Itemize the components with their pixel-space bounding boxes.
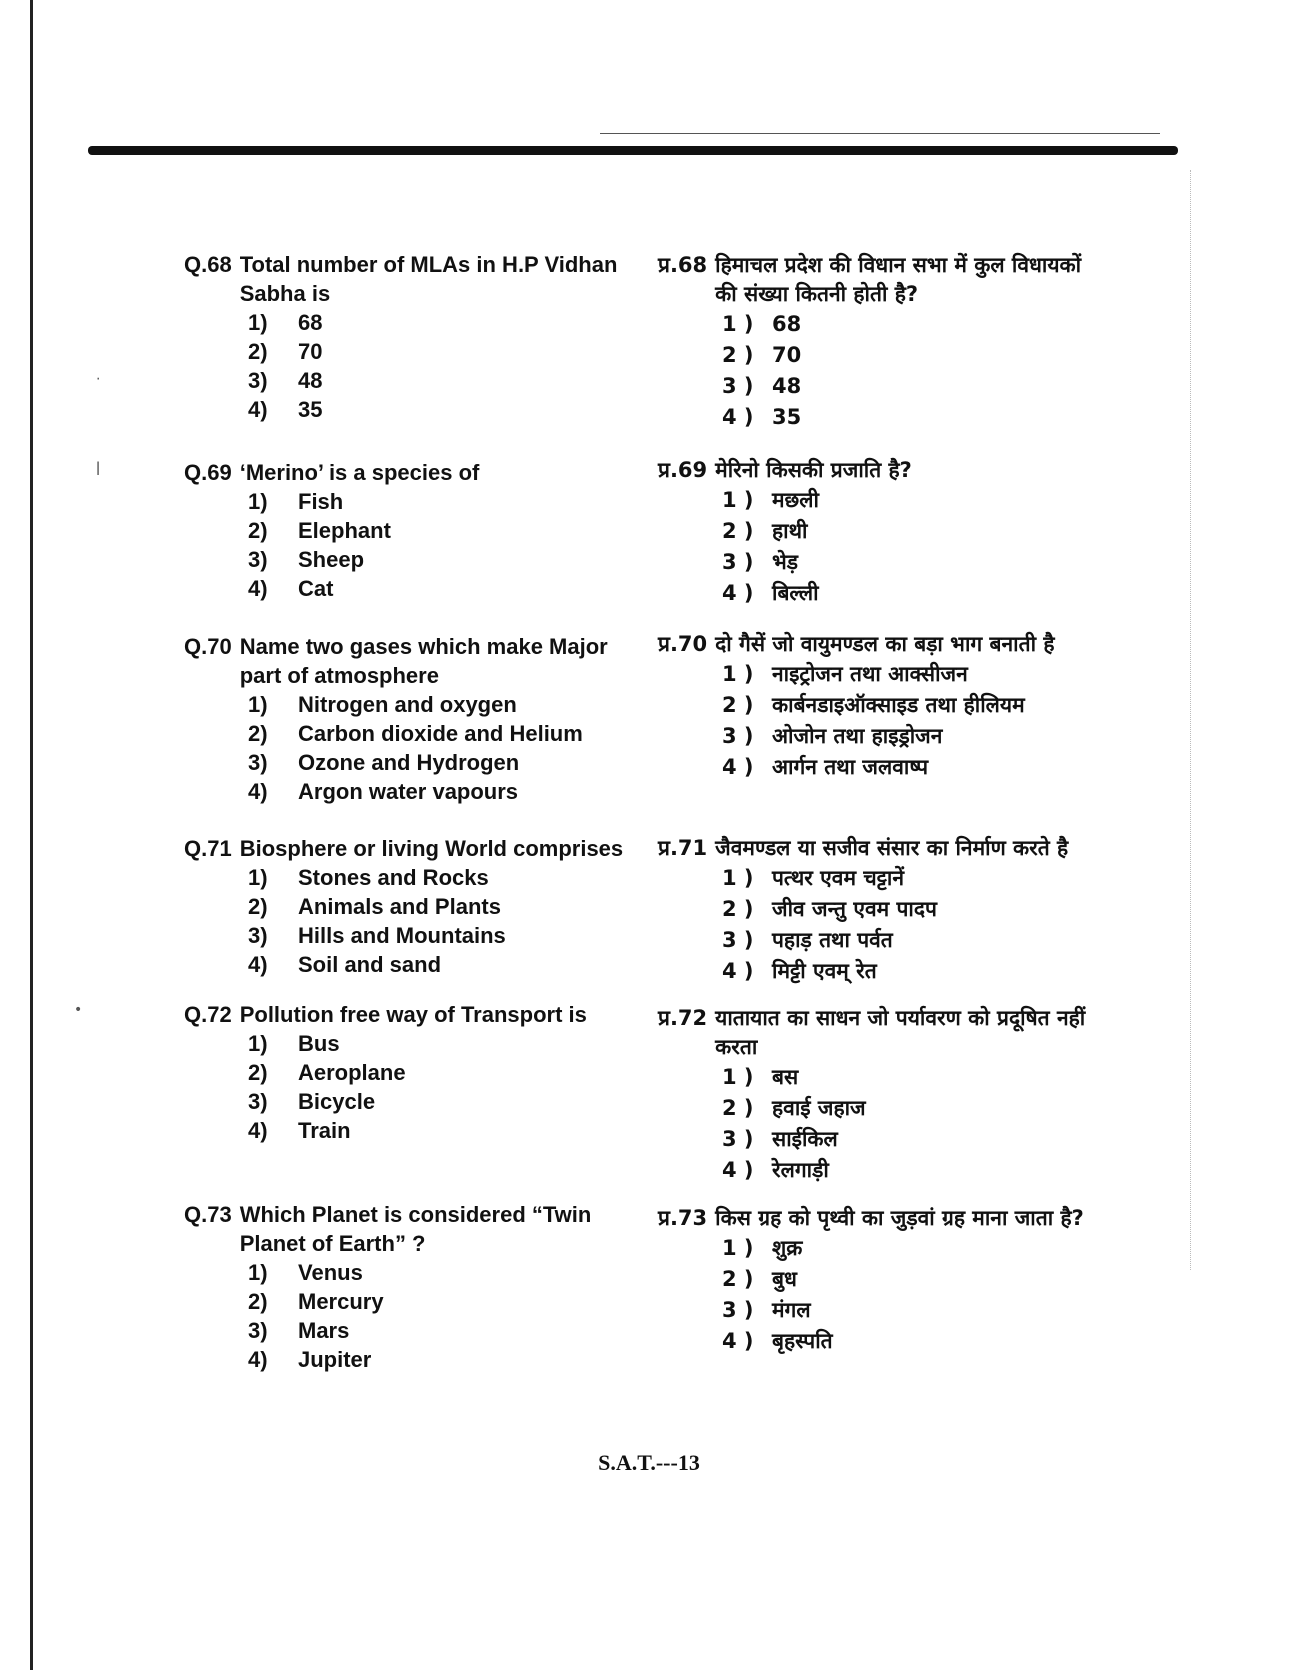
option: 1) 68 bbox=[248, 310, 323, 335]
page-number: S.A.T.---13 bbox=[598, 1450, 700, 1475]
option: 3) Mars bbox=[248, 1318, 350, 1343]
option: 3) 48 bbox=[248, 368, 323, 393]
question-text: मेरिनो किसकी प्रजाति है? bbox=[715, 458, 912, 482]
question-en-71 bbox=[184, 834, 624, 979]
right-margin-specks bbox=[1190, 170, 1192, 1270]
question-number: प्र.70 bbox=[658, 632, 708, 656]
option: 1) Fish bbox=[248, 489, 344, 514]
question-en-73 bbox=[184, 1200, 624, 1374]
option: 4 ) रेलगाड़ी bbox=[722, 1158, 829, 1182]
header-thin-rule bbox=[600, 133, 1160, 134]
question-number: प्र.73 bbox=[658, 1206, 708, 1230]
question-en-70 bbox=[184, 632, 624, 806]
option: 4 ) बृहस्पति bbox=[722, 1329, 833, 1353]
stray-mark: • bbox=[74, 1002, 83, 1018]
option: 1 ) 68 bbox=[722, 312, 802, 336]
option: 3) Sheep bbox=[248, 547, 365, 572]
option: 4) Argon water vapours bbox=[248, 779, 519, 804]
question-hi-68 bbox=[658, 251, 1098, 433]
option: 2) Mercury bbox=[248, 1289, 384, 1314]
question-number: प्र.71 bbox=[658, 836, 708, 860]
question-number: Q.68 bbox=[184, 252, 232, 277]
option: 2 ) बुध bbox=[722, 1267, 797, 1291]
option: 2) Animals and Plants bbox=[248, 894, 501, 919]
question-text: Biosphere or living World comprises bbox=[239, 836, 624, 861]
option: 2 ) कार्बनडाइऑक्साइड तथा हीलियम bbox=[722, 693, 1025, 717]
option: 4 ) आर्गन तथा जलवाष्प bbox=[722, 755, 929, 779]
question-number: Q.70 bbox=[184, 634, 232, 659]
option: 1 ) मछली bbox=[722, 488, 819, 512]
option: 3) Hills and Mountains bbox=[248, 923, 506, 948]
option: 4 ) मिट्टी एवम् रेत bbox=[722, 959, 877, 983]
option: 1) Stones and Rocks bbox=[248, 865, 489, 890]
header-rule bbox=[88, 146, 1178, 155]
option: 3) Ozone and Hydrogen bbox=[248, 750, 520, 775]
question-text: Total number of MLAs in H.P Vidhan Sabha is bbox=[239, 252, 618, 306]
option: 4) Jupiter bbox=[248, 1347, 372, 1372]
question-hi-72 bbox=[658, 1004, 1098, 1186]
question-text: ‘Merino’ is a species of bbox=[239, 460, 480, 485]
page-left-border bbox=[30, 0, 33, 1670]
option: 3 ) पहाड़ तथा पर्वत bbox=[722, 928, 893, 952]
question-en-68 bbox=[184, 250, 624, 424]
question-hi-69 bbox=[658, 456, 1098, 609]
question-hi-73 bbox=[658, 1204, 1098, 1357]
question-text: Pollution free way of Transport is bbox=[239, 1002, 587, 1027]
option: 4) Train bbox=[248, 1118, 351, 1143]
option: 1) Venus bbox=[248, 1260, 363, 1285]
option: 3 ) मंगल bbox=[722, 1298, 811, 1322]
option: 3 ) 48 bbox=[722, 374, 802, 398]
option: 4 ) 35 bbox=[722, 405, 802, 429]
option: 2 ) 70 bbox=[722, 343, 802, 367]
option: 3 ) ओजोन तथा हाइड्रोजन bbox=[722, 724, 943, 748]
question-hi-71 bbox=[658, 834, 1098, 987]
option: 4) Cat bbox=[248, 576, 334, 601]
question-number: प्र.68 bbox=[658, 253, 708, 277]
option: 3 ) भेड़ bbox=[722, 550, 798, 574]
question-number: प्र.72 bbox=[658, 1006, 708, 1030]
option: 4 ) बिल्ली bbox=[722, 581, 819, 605]
option: 2) Elephant bbox=[248, 518, 391, 543]
option: 2) Aeroplane bbox=[248, 1060, 406, 1085]
option: 1 ) शुक्र bbox=[722, 1236, 803, 1260]
question-text: किस ग्रह को पृथ्वी का जुड़वां ग्रह माना जाता है? bbox=[715, 1206, 1084, 1230]
question-number: Q.69 bbox=[184, 460, 232, 485]
question-text: यातायात का साधन जो पर्यावरण को प्रदूषित नहीं करता bbox=[715, 1006, 1086, 1059]
option: 2 ) हाथी bbox=[722, 519, 808, 543]
option: 2 ) हवाई जहाज bbox=[722, 1096, 866, 1120]
option: 2 ) जीव जन्तु एवम पादप bbox=[722, 897, 937, 921]
question-en-69 bbox=[184, 458, 624, 603]
question-text: Which Planet is considered “Twin Planet of Earth” ? bbox=[239, 1202, 592, 1256]
question-text: दो गैसें जो वायुमण्डल का बड़ा भाग बनाती है bbox=[715, 632, 1055, 656]
question-text: हिमाचल प्रदेश की विधान सभा में कुल विधायकों की संख्या कितनी होती है? bbox=[715, 253, 1082, 306]
option: 1 ) बस bbox=[722, 1065, 799, 1089]
question-text: जैवमण्डल या सजीव संसार का निर्माण करते है bbox=[715, 836, 1069, 860]
question-hi-70 bbox=[658, 630, 1098, 783]
stray-mark: ǀ bbox=[96, 460, 101, 476]
option: 2) Carbon dioxide and Helium bbox=[248, 721, 583, 746]
question-en-72 bbox=[184, 1000, 624, 1145]
question-number: Q.72 bbox=[184, 1002, 232, 1027]
question-text: Name two gases which make Major part of atmosphere bbox=[239, 634, 608, 688]
option: 2) 70 bbox=[248, 339, 323, 364]
option: 4) Soil and sand bbox=[248, 952, 442, 977]
option: 1 ) पत्थर एवम चट्टानें bbox=[722, 866, 905, 890]
option: 1 ) नाइट्रोजन तथा आक्सीजन bbox=[722, 662, 968, 686]
option: 4) 35 bbox=[248, 397, 323, 422]
option: 1) Bus bbox=[248, 1031, 340, 1056]
stray-mark: ‧ bbox=[96, 372, 101, 388]
question-number: Q.73 bbox=[184, 1202, 232, 1227]
option: 3 ) साईकिल bbox=[722, 1127, 838, 1151]
question-number: Q.71 bbox=[184, 836, 232, 861]
option: 1) Nitrogen and oxygen bbox=[248, 692, 517, 717]
question-number: प्र.69 bbox=[658, 458, 708, 482]
option: 3) Bicycle bbox=[248, 1089, 376, 1114]
